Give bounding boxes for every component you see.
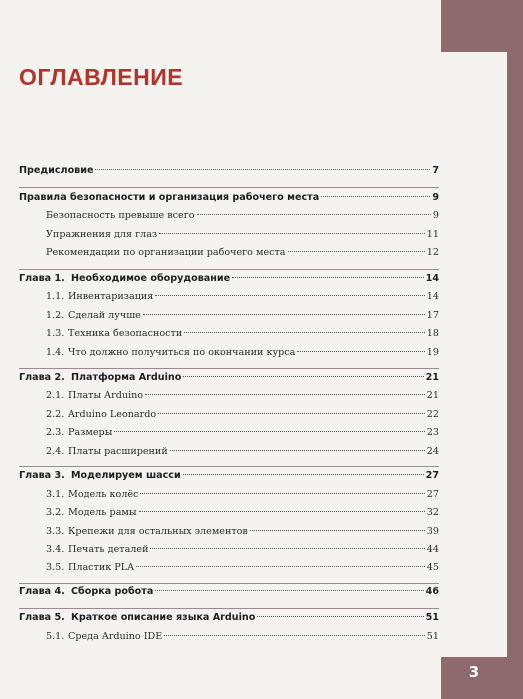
- divider: [19, 583, 439, 584]
- dot-leader: [184, 332, 425, 333]
- toc-entry-page: 39: [426, 526, 439, 537]
- toc-chapter-entry[interactable]: [19, 165, 439, 176]
- toc-entry-number: 3.4.: [46, 544, 65, 555]
- toc-entry-page: 45: [426, 562, 439, 573]
- toc-entry-page: 21: [425, 372, 439, 383]
- dot-leader: [321, 196, 430, 197]
- toc-entry-title: Платформа Arduino: [71, 372, 182, 383]
- toc-section-entry[interactable]: [46, 210, 439, 221]
- toc-chapter-entry[interactable]: [19, 273, 439, 284]
- dot-leader: [136, 566, 425, 567]
- toc-entry-page: 27: [425, 470, 439, 481]
- toc-section-entry[interactable]: [46, 409, 439, 420]
- dot-leader: [114, 431, 424, 432]
- toc-entry-title: Предисловие: [19, 165, 94, 176]
- toc-entry-page: 22: [426, 409, 439, 420]
- toc-entry-number: 2.2.: [46, 409, 65, 420]
- toc-entry-title: Среда Arduino IDE: [68, 631, 163, 642]
- dot-leader: [250, 530, 425, 531]
- toc-entry-title: Необходимое оборудование: [71, 273, 231, 284]
- dot-leader: [155, 590, 423, 591]
- toc-entry-title: Сборка робота: [71, 586, 154, 597]
- page-number: 3: [468, 663, 480, 681]
- dot-leader: [150, 548, 424, 549]
- divider: [19, 187, 439, 188]
- toc-section-entry[interactable]: [46, 489, 439, 500]
- toc-entry-page: 21: [426, 390, 439, 401]
- page-edge-tab-top: [441, 0, 523, 52]
- dot-leader: [155, 295, 424, 296]
- toc-entry-page: 9: [432, 192, 439, 203]
- toc-entry-page: 46: [425, 586, 439, 597]
- toc-entry-page: 51: [425, 612, 439, 623]
- dot-leader: [288, 251, 425, 252]
- dot-leader: [95, 169, 430, 170]
- toc-entry-number: 2.4.: [46, 446, 65, 457]
- toc-chapter-entry[interactable]: [19, 372, 439, 383]
- toc-entry-title: Модель рамы: [68, 507, 137, 518]
- divider: [19, 368, 439, 369]
- toc-section-entry[interactable]: [46, 229, 439, 240]
- toc-entry-page: 44: [426, 544, 439, 555]
- dot-leader: [143, 314, 425, 315]
- toc-entry-number: Глава 1.: [19, 273, 65, 284]
- toc-entry-number: 2.3.: [46, 427, 65, 438]
- toc-section-entry[interactable]: [46, 390, 439, 401]
- toc-entry-page: 14: [426, 291, 439, 302]
- divider: [19, 466, 439, 467]
- dot-leader: [139, 511, 425, 512]
- toc-entry-number: 2.1.: [46, 390, 65, 401]
- dot-leader: [232, 277, 424, 278]
- toc-entry-number: Глава 3.: [19, 470, 65, 481]
- toc-entry-title: Печать деталей: [68, 544, 149, 555]
- toc-section-entry[interactable]: [46, 427, 439, 438]
- page-title: ОГЛАВЛЕНИЕ: [19, 64, 184, 90]
- toc-section-entry[interactable]: [46, 310, 439, 321]
- toc-section-entry[interactable]: [46, 631, 439, 642]
- toc-entry-title: Техника безопасности: [68, 328, 183, 339]
- toc-entry-title: Краткое описание языка Arduino: [71, 612, 256, 623]
- dot-leader: [158, 413, 425, 414]
- toc-entry-page: 7: [432, 165, 439, 176]
- toc-entry-page: 9: [432, 210, 439, 221]
- toc-section-entry[interactable]: [46, 544, 439, 555]
- toc-entry-title: Безопасность превыше всего: [46, 210, 195, 221]
- divider: [19, 608, 439, 609]
- toc-entry-page: 51: [426, 631, 439, 642]
- dot-leader: [183, 474, 424, 475]
- page-edge-tab-right: [507, 52, 523, 657]
- toc-entry-title: Модель колёс: [68, 489, 139, 500]
- toc-section-entry[interactable]: [46, 328, 439, 339]
- toc-entry-number: Глава 5.: [19, 612, 65, 623]
- toc-entry-number: 3.2.: [46, 507, 65, 518]
- toc-entry-number: 1.2.: [46, 310, 65, 321]
- dot-leader: [257, 616, 423, 617]
- toc-section-entry[interactable]: [46, 507, 439, 518]
- toc-entry-number: 3.5.: [46, 562, 65, 573]
- toc-entry-page: 11: [426, 229, 439, 240]
- toc-entry-page: 27: [426, 489, 439, 500]
- toc-entry-page: 18: [426, 328, 439, 339]
- dot-leader: [297, 351, 424, 352]
- toc-entry-title: Рекомендации по организации рабочего места: [46, 247, 286, 258]
- dot-leader: [183, 376, 423, 377]
- dot-leader: [145, 394, 425, 395]
- toc-entry-page: 14: [425, 273, 439, 284]
- toc-entry-number: 1.1.: [46, 291, 65, 302]
- dot-leader: [140, 493, 424, 494]
- toc-chapter-entry[interactable]: [19, 586, 439, 597]
- toc-section-entry[interactable]: [46, 291, 439, 302]
- divider: [19, 269, 439, 270]
- toc-chapter-entry[interactable]: [19, 192, 439, 203]
- toc-entry-title: Arduino Leonardo: [68, 409, 157, 420]
- toc-entry-number: 1.4.: [46, 347, 65, 358]
- toc-section-entry[interactable]: [46, 247, 439, 258]
- toc-entry-number: 1.3.: [46, 328, 65, 339]
- toc-section-entry[interactable]: [46, 347, 439, 358]
- toc-chapter-entry[interactable]: [19, 612, 439, 623]
- toc-entry-title: Размеры: [68, 427, 113, 438]
- toc-entry-page: 32: [426, 507, 439, 518]
- toc-entry-number: 3.1.: [46, 489, 65, 500]
- toc-entry-number: 5.1.: [46, 631, 65, 642]
- dot-leader: [164, 635, 425, 636]
- toc-entry-title: Что должно получиться по окончании курса: [68, 347, 296, 358]
- toc-entry-title: Пластик PLA: [68, 562, 135, 573]
- dot-leader: [170, 450, 425, 451]
- toc-section-entry[interactable]: [46, 562, 439, 573]
- toc-entry-number: Глава 4.: [19, 586, 65, 597]
- toc-entry-title: Моделируем шасси: [71, 470, 181, 481]
- toc-section-entry[interactable]: [46, 446, 439, 457]
- dot-leader: [159, 233, 425, 234]
- toc-entry-title: Правила безопасности и организация рабочего места: [19, 192, 320, 203]
- toc-entry-title: Платы расширений: [68, 446, 168, 457]
- toc-entry-page: 17: [426, 310, 439, 321]
- toc-entry-title: Сделай лучше: [68, 310, 141, 321]
- toc-entry-page: 23: [426, 427, 439, 438]
- dot-leader: [197, 214, 431, 215]
- toc-entry-number: 3.3.: [46, 526, 65, 537]
- toc-entry-page: 12: [426, 247, 439, 258]
- toc-entry-title: Упражнения для глаз: [46, 229, 158, 240]
- toc-entry-title: Инвентаризация: [68, 291, 154, 302]
- toc-entry-number: Глава 2.: [19, 372, 65, 383]
- toc-chapter-entry[interactable]: [19, 470, 439, 481]
- toc-entry-page: 19: [426, 347, 439, 358]
- toc-section-entry[interactable]: [46, 526, 439, 537]
- toc-entry-title: Крепежи для остальных элементов: [68, 526, 248, 537]
- toc-entry-page: 24: [426, 446, 439, 457]
- toc-entry-title: Платы Arduino: [68, 390, 144, 401]
